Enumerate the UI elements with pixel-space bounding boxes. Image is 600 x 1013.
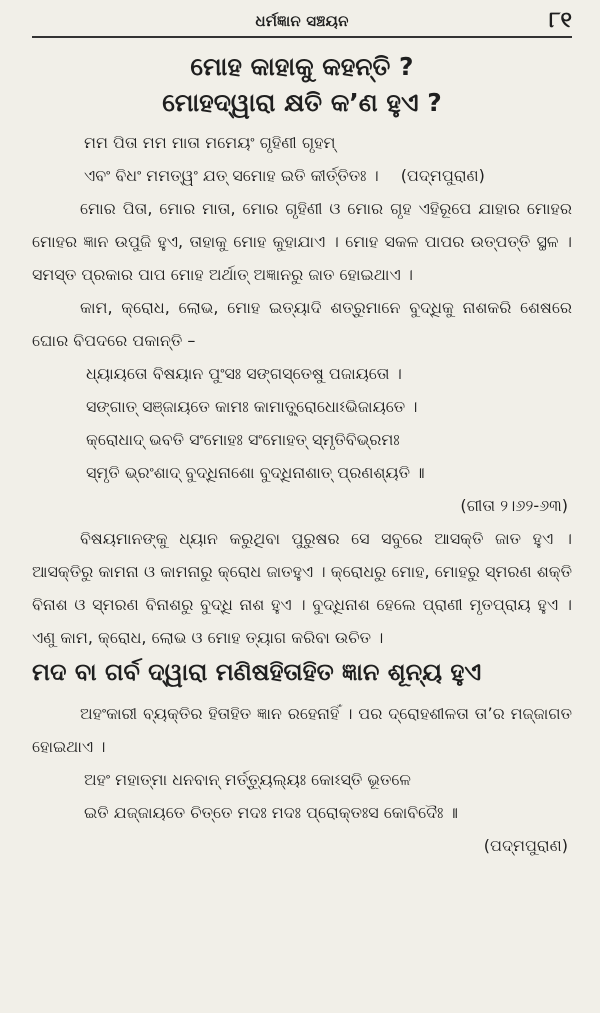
verse-line: ମମ ପିତା ମମ ମାତା ମମେୟଂ ଗୃହିଣୀ ଗୃହମ୍ (84, 133, 336, 152)
verse-citation: (ପଦ୍ମପୁରାଣ) (400, 166, 485, 185)
verse-citation: (ଗୀତା ୨।୬୨-୬୩) (460, 496, 568, 515)
verse-line (32, 159, 572, 192)
verse-line: ଇତି ଯଜ୍ଜାୟତେ ଚିତ୍ତେ ମଦଃ ମଦଃ ପ୍ରୋକ୍ତଃସ କୋବିଦୈଃ ॥ (84, 802, 458, 822)
verse-line: ଧ୍ୟାୟତୋ ବିଷୟାନ ପୁଂସଃ ସଙ୍ଗସ୍ତେଷୁ ପଜାୟତୋ । (86, 364, 402, 383)
verse-block-2 (32, 357, 572, 489)
paragraph: ଅହଂକାରୀ ବ୍ୟକ୍ତିର ହିତାହିତ ଜ୍ଞାନ ରହେନାହିଁ । ପର ଦ୍ରୋହଶୀଳତା ତା’ର ମଜ୍ଜାଗତ ହୋଇଥାଏ । (32, 703, 572, 756)
verse-line: କ୍ରୋଧାଦ୍ ଭବତି ସଂମୋହଃ ସଂମୋହତ୍ ସ୍ମୃତିବିଭ୍ରମଃ (86, 430, 400, 449)
page-header (32, 8, 572, 38)
section-title: ମଦ ବା ଗର୍ବ ଦ୍ୱାରା ମଣିଷହିତାହିତ ଜ୍ଞାନ ଶୂନ୍ୟ ହୁଏ (32, 658, 482, 686)
paragraph: ବିଷୟମାନଙ୍କୁ ଧ୍ୟାନ କରୁଥିବା ପୁରୁଷର ସେ ସବୁରେ ଆସକ୍ତି ଜାତ ହୁଏ । ଆସକ୍ତିରୁ କାମନା ଓ କାମନାରୁ କ୍ରୋଧ ଜାତହୁଏ । କ୍ରୋଧରୁ ମୋହ, ମୋହରୁ ସ୍ମରଣ ଶକ୍ତି ବିନାଶ ଓ ସ୍ମରଣ ବିନାଶରୁ ବୁଦ୍ଧି ନାଶ ହୁଏ । ବୁଦ୍ଧିନାଶ ହେଲେ ପ୍ରାଣୀ ମୃତପ୍ରାୟ ହୁଏ । ଏଣୁ କାମ, କ୍ରୋଧ, ଲୋଭ ଓ ମୋହ ତ୍ୟାଗ କରିବା ଉଚିତ । (32, 529, 572, 647)
verse-line: ଅହଂ ମହାତ୍ମା ଧନବାନ୍ ମର୍ତ୍ତ୍ୟୁଲ୍ୟଃ କୋଽସ୍ତି ଭୂତଳେ (84, 769, 411, 789)
paragraph: କାମ, କ୍ରୋଧ, ଲୋଭ, ମୋହ ଇତ୍ୟାଦି ଶତ୍ରୁମାନେ ବୁଦ୍ଧିକୁ ନାଶକରି ଶେଷରେ ଘୋର ବିପଦରେ ପକାନ୍ତି – (32, 298, 572, 350)
verse-citation: (ପଦ୍ମପୁରାଣ) (483, 835, 568, 855)
verse-block-3 (32, 763, 572, 829)
section-title-line-2: ମୋହଦ୍ୱାରା କ୍ଷତି କ’ଣ ହୁଏ ? (162, 88, 442, 117)
verse-line: ସ୍ମୃତି ଭ୍ରଂଶାଦ୍ ବୁଦ୍ଧିନାଶୋ ବୁଦ୍ଧିନାଶାତ୍ ପ୍ରଣଶ୍ୟତି ॥ (86, 463, 425, 482)
verse-text: ଏବଂ ବିଧଂ ମମତ୍ୱଂ ଯତ୍ ସମୋହ ଇତି କୀର୍ତ୍ତିତଃ । (84, 166, 379, 185)
section-title-line-1: ମୋହ କାହାକୁ କହନ୍ତି ? (190, 52, 414, 81)
verse-block-1 (32, 126, 572, 192)
running-title: ଧର୍ମଜ୍ଞାନ ସଞ୍ଚୟନ (255, 12, 349, 30)
paragraph: ମୋର ପିତା, ମୋର ମାତା, ମୋର ଗୃହିଣୀ ଓ ମୋର ଗୃହ ଏହିରୂପେ ଯାହାର ମୋହର ମୋହର ଜ୍ଞାନ ଉପୁଜି ହୁଏ, ତାହାକୁ ମୋହ କୁହାଯାଏ । ମୋହ ସକଳ ପାପର ଉତ୍ପତ୍ତି ସ୍ଥଳ । ସମସ୍ତ ପ୍ରକାର ପାପ ମୋହ ଅର୍ଥାତ୍ ଅଜ୍ଞାନରୁ ଜାତ ହୋଇଥାଏ । (32, 199, 572, 284)
page-number: ୮୧ (549, 8, 572, 33)
verse-line: ସଙ୍ଗାତ୍ ସଞ୍ଜାୟତେ କାମଃ କାମାତ୍କ୍ରୋଧୋଽଭିଜାୟତେ । (86, 397, 418, 416)
